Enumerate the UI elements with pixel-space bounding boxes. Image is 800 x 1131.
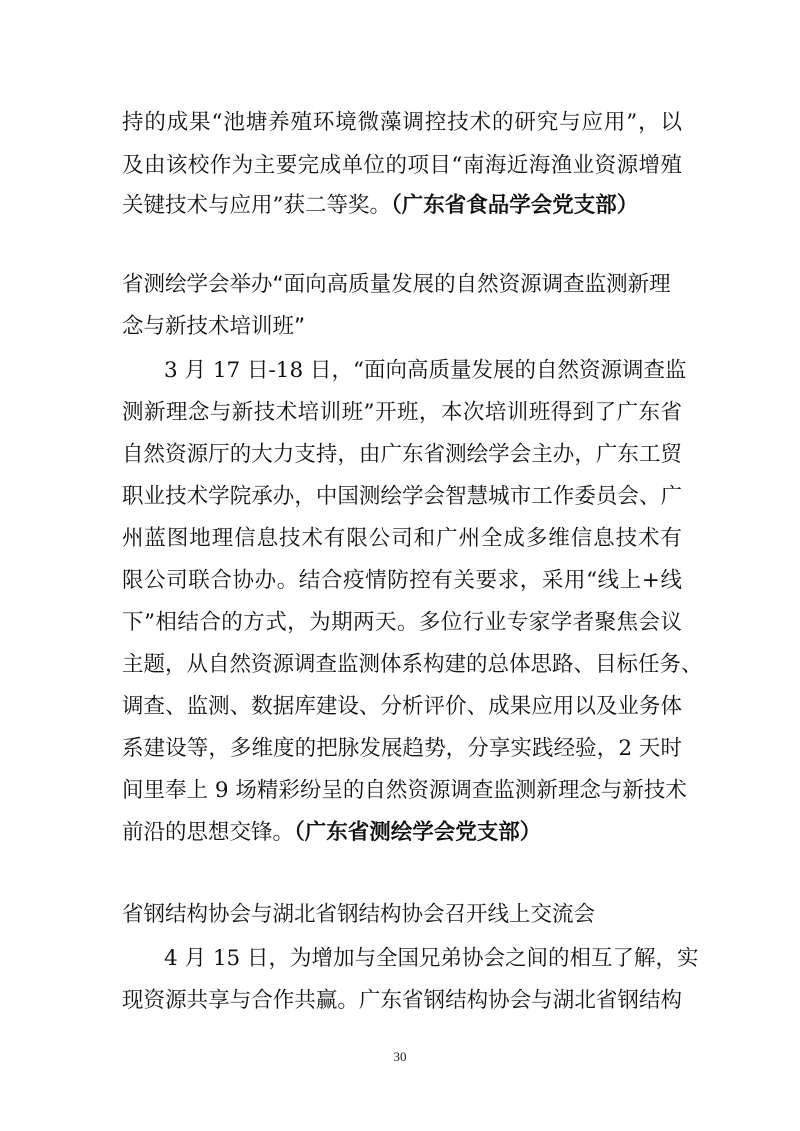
paragraph-line: 限公司联合协办。结合疫情防控有关要求，采用“线上+线 — [122, 568, 682, 593]
section-heading: 省钢结构协会与湖北省钢结构协会召开线上交流会 — [122, 902, 596, 927]
source-attribution: （广东省测绘学会党支部） — [294, 820, 542, 845]
paragraph-line: 间里奉上 9 场精彩纷呈的自然资源调查监测新理念与新技术 — [122, 778, 687, 803]
paragraph-line: 4 月 15 日，为增加与全国兄弟协会之间的相互了解，实 — [164, 946, 699, 971]
paragraph-line: 及由该校作为主要完成单位的项目“南海近海渔业资源增殖 — [122, 153, 682, 178]
paragraph-line: 测新理念与新技术培训班”开班，本次培训班得到了广东省 — [122, 400, 682, 425]
paragraph-text: 前沿的思想交锋。 — [122, 820, 295, 845]
section-heading: 省测绘学会举办“面向高质量发展的自然资源调查监测新理 — [122, 272, 671, 297]
paragraph-line: 州蓝图地理信息技术有限公司和广州全成多维信息技术有 — [122, 526, 682, 551]
page-number: 30 — [393, 1049, 407, 1064]
paragraph-line: 主题，从自然资源调查监测体系构建的总体思路、目标任务、 — [122, 652, 703, 677]
paragraph-line: 调查、监测、数据库建设、分析评价、成果应用以及业务体 — [122, 694, 682, 719]
section-heading: 念与新技术培训班” — [122, 314, 306, 339]
paragraph-line: 现资源共享与合作共赢。广东省钢结构协会与湖北省钢结构 — [122, 988, 682, 1013]
paragraph-line: 职业技术学院承办，中国测绘学会智慧城市工作委员会、广 — [122, 484, 682, 509]
paragraph-line: 自然资源厅的大力支持，由广东省测绘学会主办，广东工贸 — [122, 442, 682, 467]
paragraph-line: 下”相结合的方式，为期两天。多位行业专家学者聚焦会议 — [122, 610, 682, 635]
paragraph-line: 持的成果“池塘养殖环境微藻调控技术的研究与应用”，以 — [122, 110, 682, 135]
paragraph-line: 系建设等，多维度的把脉发展趋势，分享实践经验，2 天时 — [122, 736, 682, 761]
paragraph-line — [122, 818, 682, 848]
paragraph-line — [122, 191, 682, 221]
paragraph-text: 关键技术与应用”获二等奖。 — [122, 193, 391, 218]
paragraph-line: 3 月 17 日-18 日，“面向高质量发展的自然资源调查监 — [164, 358, 687, 383]
source-attribution: （广东省食品学会党支部） — [391, 193, 639, 218]
